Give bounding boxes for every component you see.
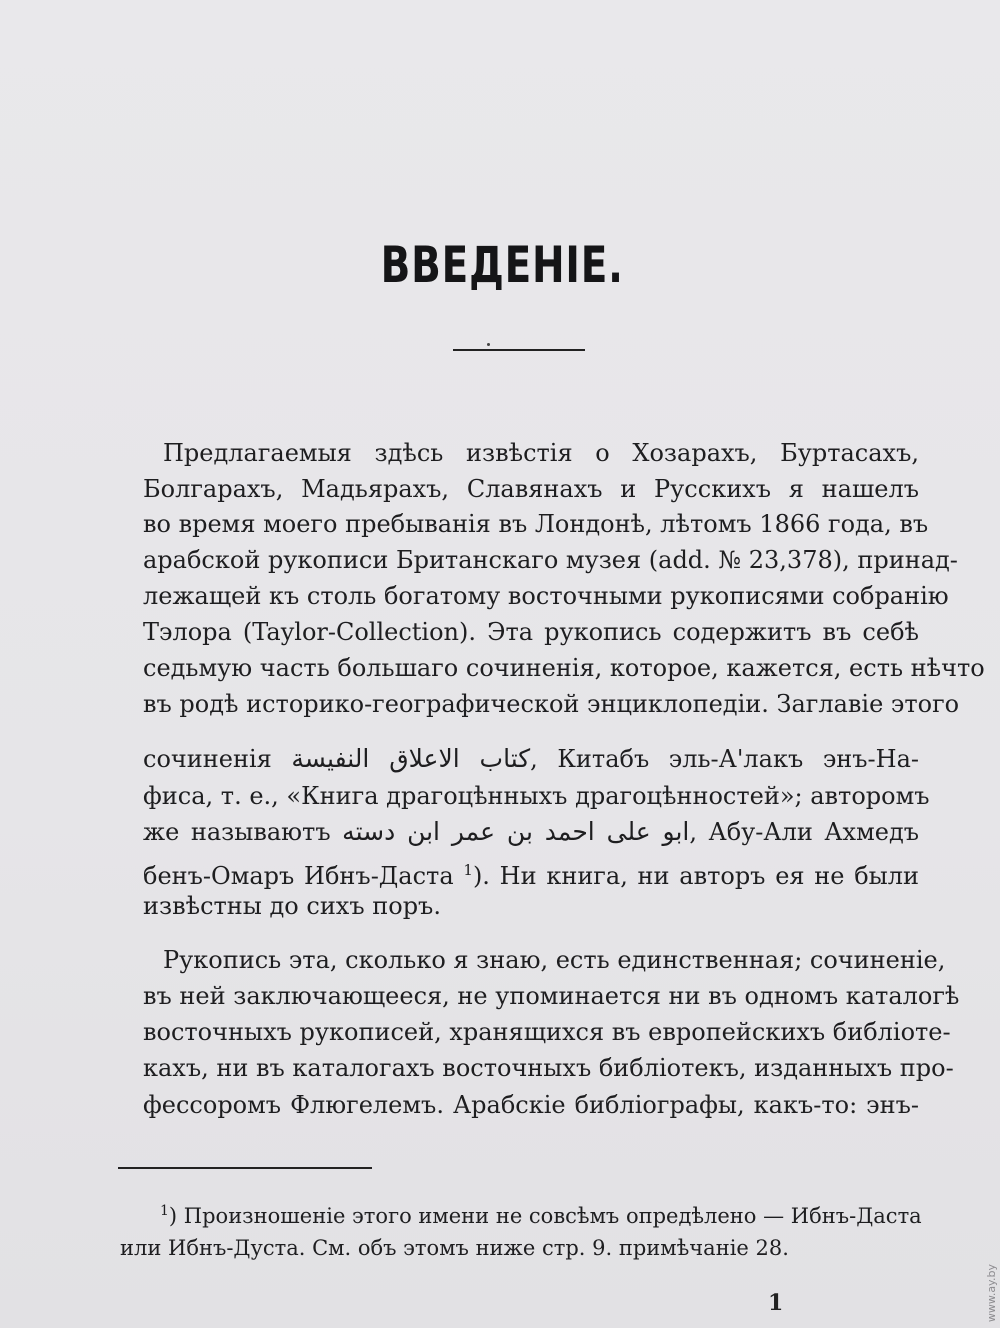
text-line: арабской рукописи Британскаго музея (add. № 23,378), принад- — [143, 546, 958, 574]
line-text-before: бенъ-Омаръ Ибнъ-Даста — [143, 862, 454, 890]
line-text-after: , Абу-Али Ахмедъ — [689, 818, 920, 846]
footnote-reference: 1 — [463, 861, 473, 879]
footnote-divider — [118, 1167, 372, 1169]
text-line-footnote-ref — [143, 855, 919, 890]
text-line: въ ней заключающееся, не упоминается ни въ одномъ каталогѣ — [143, 982, 960, 1010]
line-text-after: ). Ни книга, ни авторъ ея не были — [472, 862, 919, 890]
arabic-book-title: كتاب الاعلاق النفيسة — [291, 744, 531, 773]
page-number: 1 — [768, 1290, 784, 1316]
text-line: фессоромъ Флюгелемъ. Арабскіе библіографы, какъ-то: энъ- — [143, 1091, 919, 1119]
text-line: восточныхъ рукописей, хранящихся въ европейскихъ библіоте- — [143, 1018, 951, 1046]
text-line: Тэлора (Taylor-Collection). Эта рукопись содержитъ въ себѣ — [143, 618, 919, 646]
text-line: фиса, т. е., «Книга драгоцѣнныхъ драгоцѣнностей»; авторомъ — [143, 782, 930, 810]
text-line: седьмую часть большаго сочиненія, которое, кажется, есть нѣчто — [143, 654, 985, 682]
text-line: Рукопись эта, сколько я знаю, есть единственная; сочиненіе, — [163, 946, 946, 974]
arabic-author-name: ابو على احمد بن عمر ابن دسته — [342, 817, 690, 846]
line-text-after: , Китабъ эль-А'лакъ энъ-На- — [530, 745, 919, 773]
text-line: лежащей къ столь богатому восточными рукописями собранію — [143, 582, 949, 610]
footnote-line: или Ибнъ-Дуста. См. объ этомъ ниже стр. 9. примѣчаніе 28. — [120, 1236, 789, 1260]
heading-divider — [453, 349, 585, 351]
watermark: www.ay.by — [985, 1263, 998, 1322]
text-line: Болгарахъ, Мадьярахъ, Славянахъ и Русскихъ я нашелъ — [143, 475, 919, 503]
line-text-before: сочиненія — [143, 745, 272, 773]
divider-dot — [487, 343, 490, 346]
page-heading: ВВЕДЕНІЕ. — [380, 236, 624, 294]
line-text-before: же называютъ — [143, 818, 331, 846]
footnote-line — [160, 1197, 922, 1228]
text-line: во время моего пребыванія въ Лондонѣ, лѣтомъ 1866 года, въ — [143, 510, 929, 538]
footnote-text: ) Произношеніе этого имени не совсѣмъ опредѣлено — Ибнъ-Даста — [168, 1204, 922, 1228]
text-line-arabic-title — [143, 744, 919, 774]
footnote-marker: 1 — [160, 1203, 169, 1219]
text-line: Предлагаемыя здѣсь извѣстія о Хозарахъ, Буртасахъ, — [163, 439, 919, 467]
text-line: въ родѣ историко-географической энциклопедіи. Заглавіе этого — [143, 690, 960, 718]
text-line-arabic-author — [143, 817, 919, 847]
text-line: извѣстны до сихъ поръ. — [143, 892, 441, 920]
text-line: кахъ, ни въ каталогахъ восточныхъ библіотекъ, изданныхъ про- — [143, 1054, 954, 1082]
